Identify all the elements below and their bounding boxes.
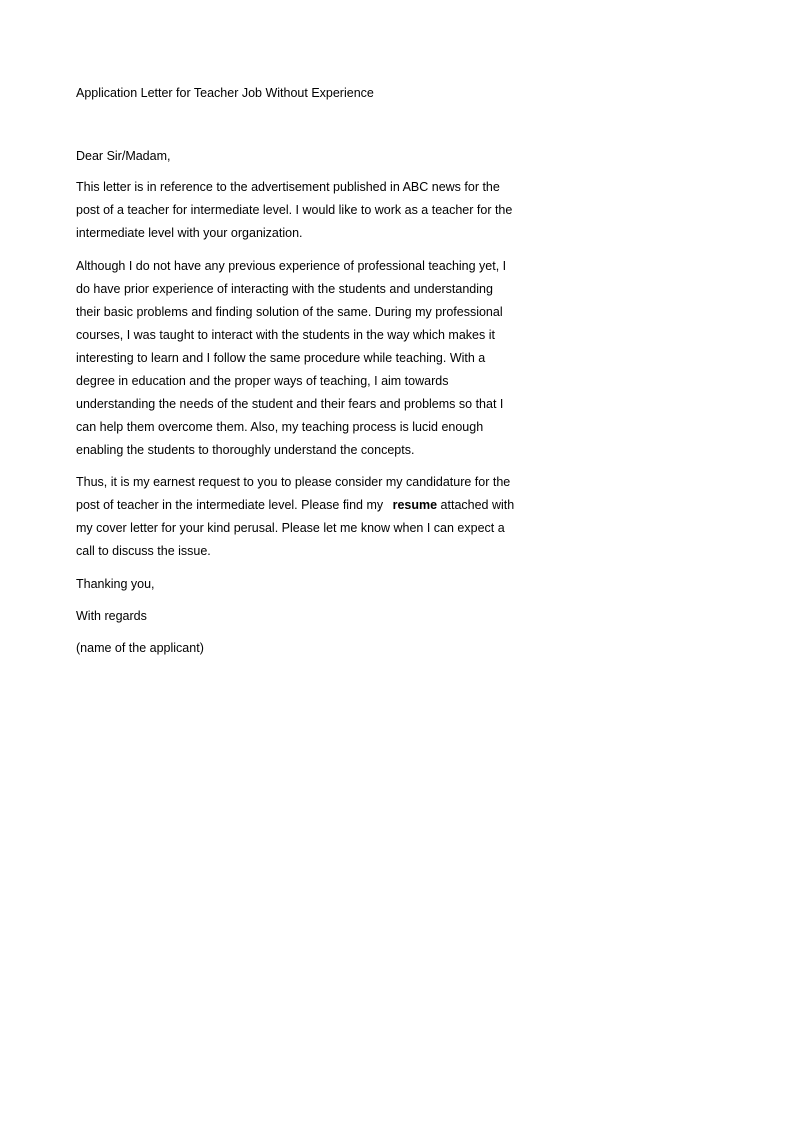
closing-regards: With regards	[76, 609, 147, 623]
signature-placeholder: (name of the applicant)	[76, 641, 204, 655]
paragraph-line: enabling the students to thoroughly understand the concepts.	[76, 443, 415, 457]
paragraph-line: interesting to learn and I follow the same procedure while teaching. With a	[76, 351, 486, 365]
paragraph-experience	[76, 255, 546, 462]
paragraph-line: courses, I was taught to interact with the students in the way which makes it	[76, 328, 495, 342]
paragraph-line-with-resume	[76, 494, 546, 517]
resume-keyword: resume	[392, 498, 438, 512]
document-title: Application Letter for Teacher Job Without Experience	[76, 86, 374, 100]
paragraph-line: Although I do not have any previous experience of professional teaching yet, I	[76, 259, 507, 273]
paragraph-line: can help them overcome them. Also, my teaching process is lucid enough	[76, 420, 484, 434]
paragraph-line: understanding the needs of the student and their fears and problems so that I	[76, 397, 504, 411]
salutation: Dear Sir/Madam,	[76, 149, 171, 163]
paragraph-line: post of a teacher for intermediate level. I would like to work as a teacher for the	[76, 203, 513, 217]
line-text: attached with	[437, 498, 515, 512]
paragraph-line: intermediate level with your organization.	[76, 226, 303, 240]
paragraph-line: my cover letter for your kind perusal. Please let me know when I can expect a	[76, 521, 505, 535]
paragraph-line: call to discuss the issue.	[76, 544, 211, 558]
paragraph-line: do have prior experience of interacting with the students and understanding	[76, 282, 493, 296]
paragraph-line: This letter is in reference to the advertisement published in ABC news for the	[76, 180, 500, 194]
paragraph-request	[76, 471, 546, 563]
paragraph-line: degree in education and the proper ways of teaching, I aim towards	[76, 374, 449, 388]
closing-thanks: Thanking you,	[76, 577, 155, 591]
paragraph-line: their basic problems and finding solution of the same. During my professional	[76, 305, 503, 319]
paragraph-reference	[76, 176, 546, 245]
paragraph-line: Thus, it is my earnest request to you to please consider my candidature for the	[76, 475, 511, 489]
line-text: post of teacher in the intermediate level. Please find my	[76, 498, 387, 512]
